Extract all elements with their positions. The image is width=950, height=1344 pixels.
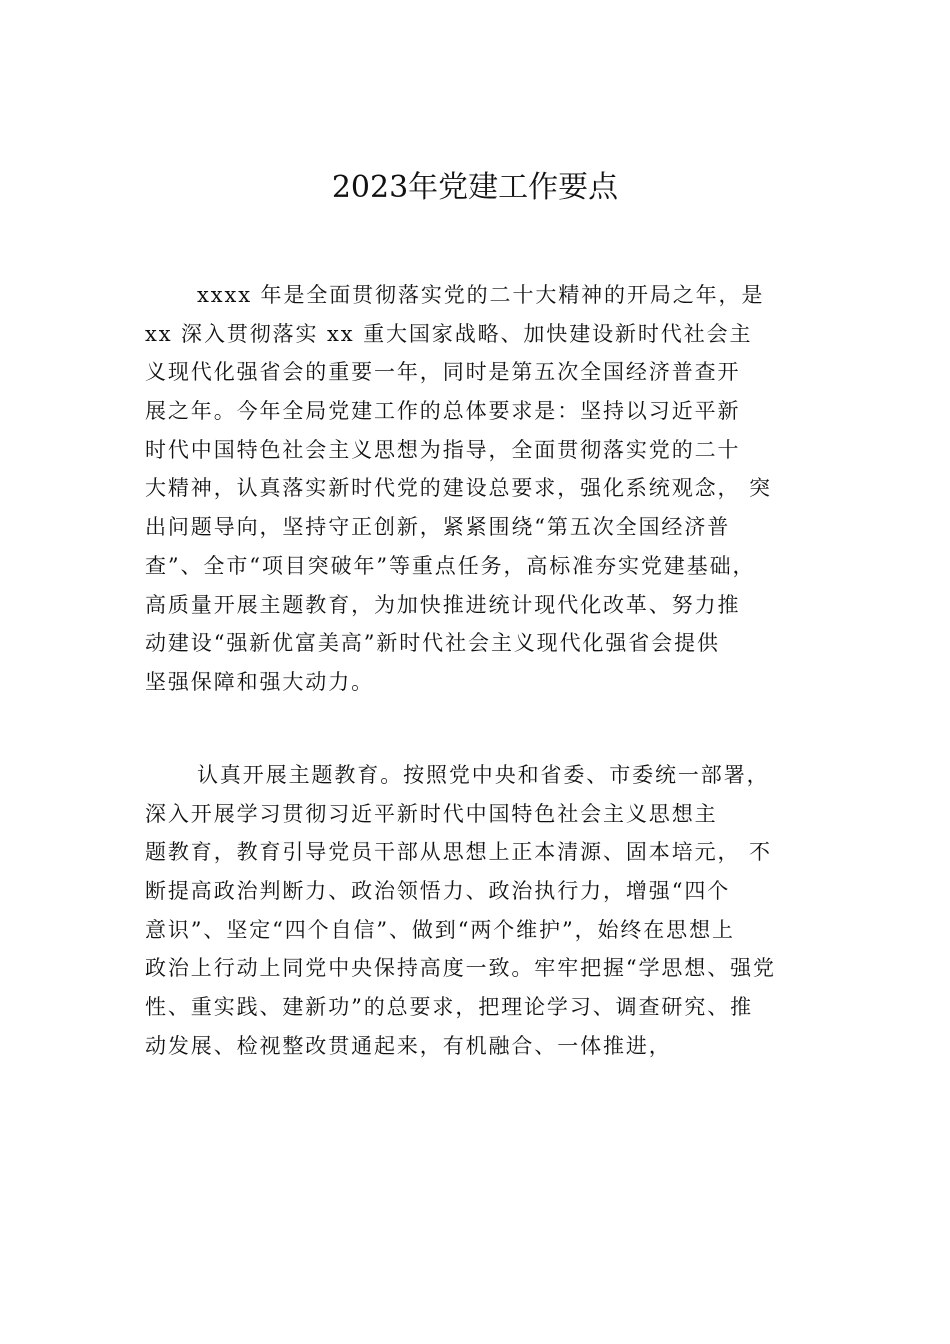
paragraph-line: 义现代化强省会的重要一年，同时是第五次全国经济普查开 xyxy=(145,360,741,385)
paragraph-line: 动建设“强新优富美高”新时代社会主义现代化强省会提供 xyxy=(145,631,720,656)
paragraph-line: xxxx 年是全面贯彻落实党的二十大精神的开局之年，是 xyxy=(197,283,765,307)
paragraph-line: 出问题导向，坚持守正创新，紧紧围绕“第五次全国经济普 xyxy=(145,515,731,540)
paragraph-theme-education xyxy=(145,756,820,1066)
paragraph-line: 大精神，认真落实新时代党的建设总要求，强化系统观念， 突 xyxy=(145,476,772,501)
paragraph-line: 深入开展学习贯彻习近平新时代中国特色社会主义思想主 xyxy=(145,801,718,826)
paragraph-line: 认真开展主题教育。按照党中央和省委、市委统一部署， xyxy=(197,763,770,787)
paragraph-line: 性、重实践、建新功”的总要求，把理论学习、调查研究、推 xyxy=(145,995,754,1020)
paragraph-general-requirements xyxy=(145,276,820,702)
paragraph-line: 意识”、坚定“四个自信”、做到“两个维护”，始终在思想上 xyxy=(145,917,735,942)
paragraph-line: 动发展、检视整改贯通起来，有机融合、一体推进， xyxy=(145,1033,672,1058)
paragraph-line: 查”、全市“项目突破年”等重点任务，高标准夯实党建基础， xyxy=(145,553,756,578)
paragraph-line: 题教育，教育引导党员干部从思想上正本清源、固本培元， 不 xyxy=(145,840,772,865)
paragraph-line: xx 深入贯彻落实 xx 重大国家战略、加快建设新时代社会主 xyxy=(145,321,753,346)
paragraph-line: 展之年。今年全局党建工作的总体要求是：坚持以习近平新 xyxy=(145,399,741,424)
paragraph-line: 高质量开展主题教育，为加快推进统计现代化改革、努力推 xyxy=(145,592,741,617)
paragraph-line: 坚强保障和强大动力。 xyxy=(145,669,374,694)
paragraph-line: 政治上行动上同党中央保持高度一致。牢牢把握“学思想、强党 xyxy=(145,956,776,981)
document-title: 2023年党建工作要点 xyxy=(331,170,619,205)
paragraph-line: 时代中国特色社会主义思想为指导，全面贯彻落实党的二十 xyxy=(145,437,741,462)
paragraph-line: 断提高政治判断力、政治领悟力、政治执行力，增强“四个 xyxy=(145,879,731,904)
